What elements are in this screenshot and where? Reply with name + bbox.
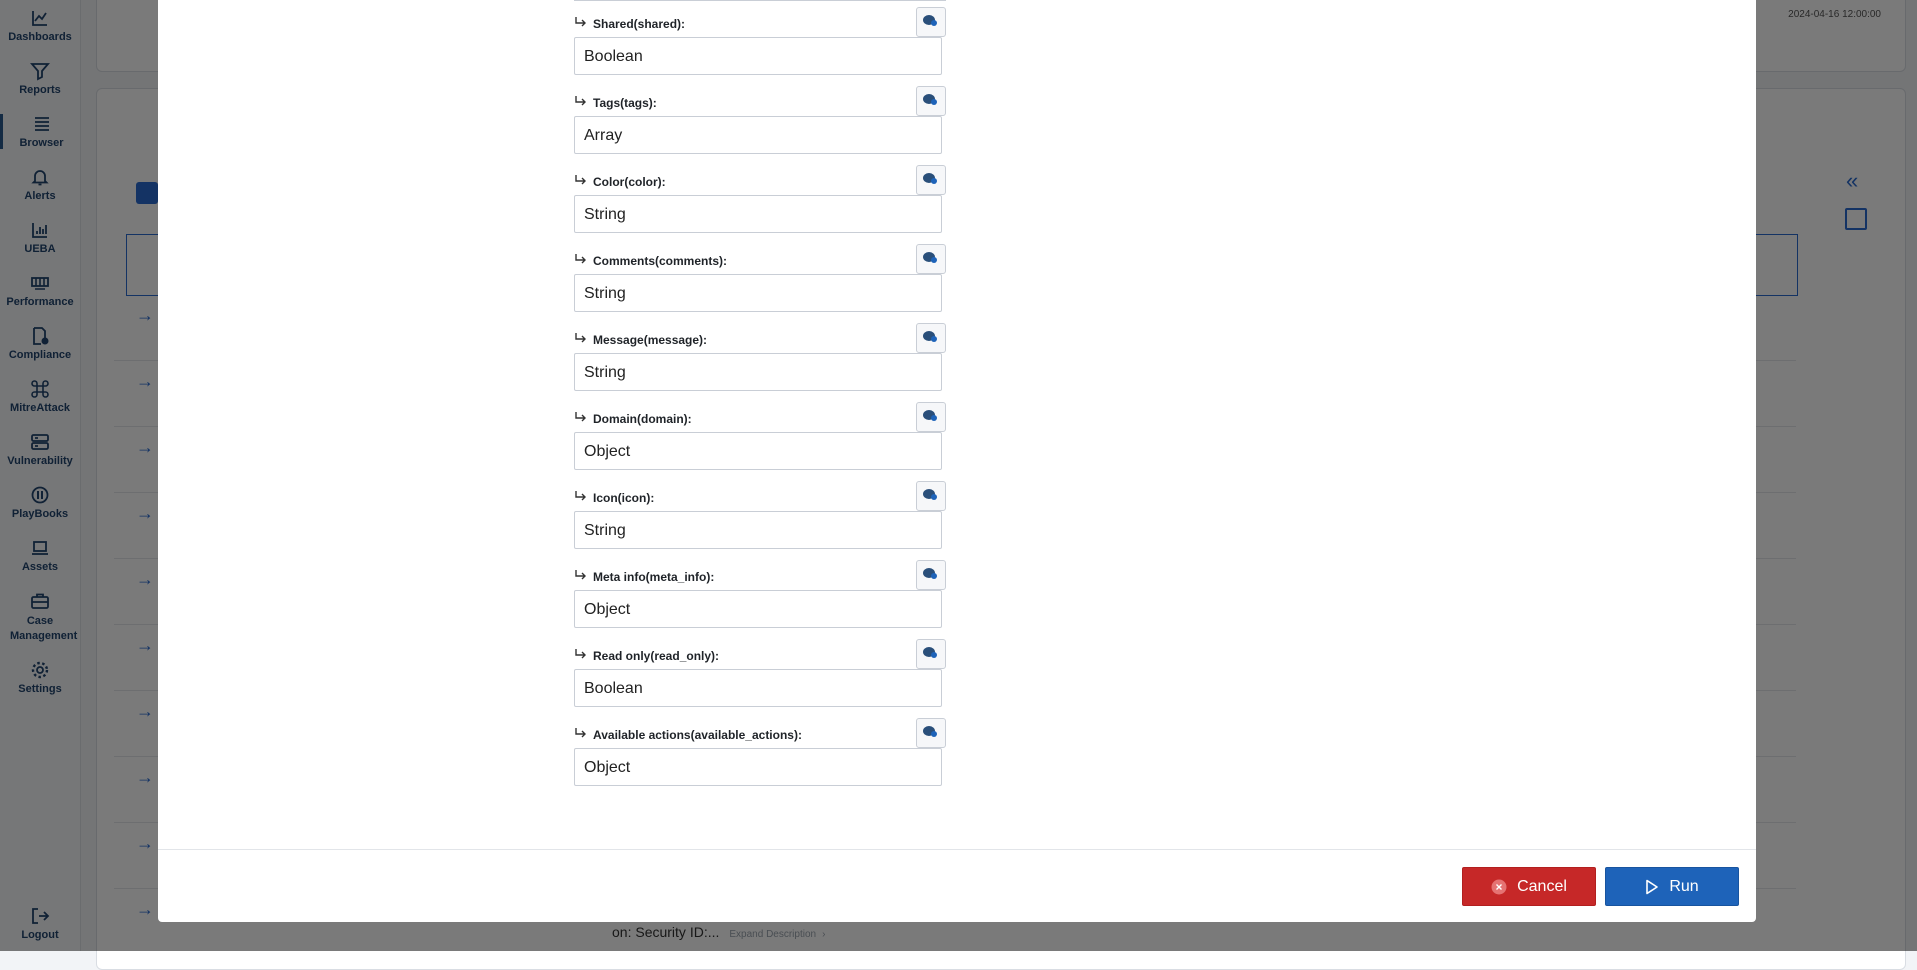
comments-input[interactable]: String <box>574 274 942 312</box>
field-label: Domain(domain): <box>574 407 692 431</box>
field-label: Icon(icon): <box>574 486 654 510</box>
play-icon <box>1645 879 1659 895</box>
variable-picker-button[interactable] <box>916 323 946 353</box>
field-label: Available actions(available_actions): <box>574 723 802 747</box>
variable-icon <box>922 172 938 186</box>
previous-field-edge <box>574 0 946 1</box>
variable-picker-button[interactable] <box>916 165 946 195</box>
variable-icon <box>922 251 938 265</box>
available-actions-input[interactable]: Object <box>574 748 942 786</box>
run-button[interactable]: Run <box>1605 867 1739 906</box>
close-circle-icon <box>1491 879 1507 895</box>
variable-icon <box>922 330 938 344</box>
meta-info-input[interactable]: Object <box>574 590 942 628</box>
run-action-modal <box>158 0 1756 922</box>
subdirectory-arrow-icon <box>574 253 588 267</box>
message-input[interactable]: String <box>574 353 942 391</box>
variable-icon <box>922 646 938 660</box>
field-label: Meta info(meta_info): <box>574 565 714 589</box>
variable-icon <box>922 14 938 28</box>
variable-picker-button[interactable] <box>916 560 946 590</box>
field-label: Comments(comments): <box>574 249 727 273</box>
subdirectory-arrow-icon <box>574 727 588 741</box>
color-input[interactable]: String <box>574 195 942 233</box>
subdirectory-arrow-icon <box>574 16 588 30</box>
subdirectory-arrow-icon <box>574 569 588 583</box>
field-label: Message(message): <box>574 328 707 352</box>
variable-picker-button[interactable] <box>916 402 946 432</box>
icon-input[interactable]: String <box>574 511 942 549</box>
modal-footer <box>158 849 1756 923</box>
field-label: Read only(read_only): <box>574 644 719 668</box>
subdirectory-arrow-icon <box>574 411 588 425</box>
cancel-button[interactable]: Cancel <box>1462 867 1596 906</box>
variable-icon <box>922 409 938 423</box>
shared-input[interactable]: Boolean <box>574 37 942 75</box>
subdirectory-arrow-icon <box>574 332 588 346</box>
field-label: Color(color): <box>574 170 666 194</box>
field-label: Shared(shared): <box>574 12 685 36</box>
variable-icon <box>922 567 938 581</box>
variable-icon <box>922 488 938 502</box>
subdirectory-arrow-icon <box>574 174 588 188</box>
field-label: Tags(tags): <box>574 91 657 115</box>
variable-picker-button[interactable] <box>916 7 946 37</box>
domain-input[interactable]: Object <box>574 432 942 470</box>
tags-input[interactable]: Array <box>574 116 942 154</box>
variable-picker-button[interactable] <box>916 481 946 511</box>
read-only-input[interactable]: Boolean <box>574 669 942 707</box>
subdirectory-arrow-icon <box>574 95 588 109</box>
variable-picker-button[interactable] <box>916 244 946 274</box>
subdirectory-arrow-icon <box>574 648 588 662</box>
variable-picker-button[interactable] <box>916 639 946 669</box>
variable-picker-button[interactable] <box>916 718 946 748</box>
variable-picker-button[interactable] <box>916 86 946 116</box>
subdirectory-arrow-icon <box>574 490 588 504</box>
variable-icon <box>922 93 938 107</box>
variable-icon <box>922 725 938 739</box>
